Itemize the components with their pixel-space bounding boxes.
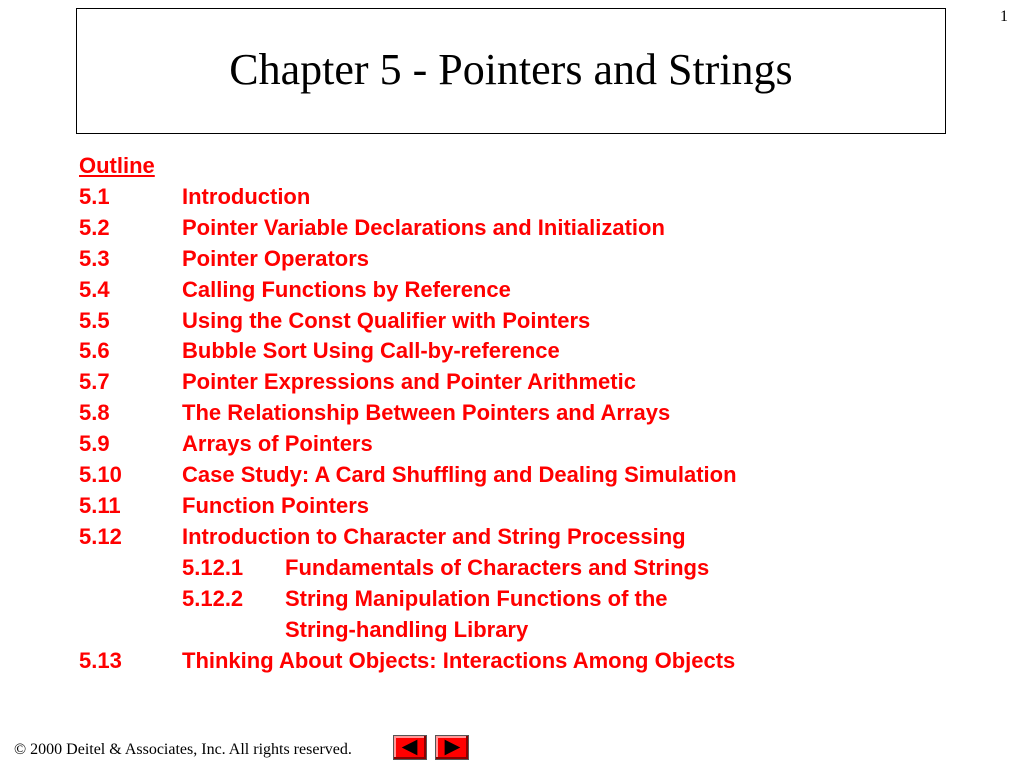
- section-number: 5.10: [79, 462, 122, 488]
- section-title: Pointer Expressions and Pointer Arithmetic: [182, 369, 636, 395]
- page-number: 1: [1000, 8, 1008, 25]
- section-title: Thinking About Objects: Interactions Among Objects: [182, 647, 736, 673]
- subsection-title: String Manipulation Functions of the: [285, 585, 668, 611]
- outline-item: [79, 244, 737, 275]
- section-title: Calling Functions by Reference: [182, 276, 511, 302]
- outline-subitem-continuation: [79, 615, 737, 646]
- outline-item: [79, 522, 737, 553]
- outline-subitem: [79, 553, 737, 584]
- outline-item: [79, 398, 737, 429]
- outline: [79, 151, 737, 676]
- outline-item: [79, 491, 737, 522]
- section-number: 5.9: [79, 431, 110, 457]
- section-number: 5.7: [79, 369, 110, 395]
- section-number: 5.5: [79, 307, 110, 333]
- slide-title: Chapter 5 - Pointers and Strings: [229, 44, 793, 94]
- next-slide-button[interactable]: [435, 735, 469, 760]
- previous-slide-button[interactable]: [393, 735, 427, 760]
- section-title: The Relationship Between Pointers and Arrays: [182, 400, 671, 426]
- outline-item: [79, 306, 737, 337]
- section-title: Introduction to Character and String Processing: [182, 523, 686, 549]
- section-title: Using the Const Qualifier with Pointers: [182, 307, 591, 333]
- outline-item: [79, 460, 737, 491]
- outline-item: [79, 336, 737, 367]
- copyright-icon: ©: [14, 741, 27, 758]
- outline-heading: Outline: [79, 153, 155, 178]
- section-number: 5.8: [79, 400, 110, 426]
- section-number: 5.1: [79, 183, 110, 209]
- section-number: 5.4: [79, 276, 110, 302]
- triangle-left-icon: [394, 736, 426, 759]
- section-number: 5.3: [79, 245, 110, 271]
- triangle-right-icon: [436, 736, 468, 759]
- section-number: 5.13: [79, 647, 122, 673]
- outline-item: [79, 182, 737, 213]
- outline-item: [79, 275, 737, 306]
- outline-item: [79, 213, 737, 244]
- subsection-number: 5.12.1: [182, 554, 244, 580]
- section-number: 5.6: [79, 338, 110, 364]
- outline-heading-row: [79, 151, 737, 182]
- subsection-title: Fundamentals of Characters and Strings: [285, 554, 710, 580]
- section-number: 5.2: [79, 214, 110, 240]
- outline-item: [79, 646, 737, 677]
- section-title: Arrays of Pointers: [182, 431, 373, 457]
- section-title: Pointer Variable Declarations and Initialization: [182, 214, 665, 240]
- outline-item: [79, 429, 737, 460]
- subsection-title-continuation: String-handling Library: [285, 616, 529, 642]
- section-title: Pointer Operators: [182, 245, 370, 271]
- copyright-footer: [14, 741, 352, 759]
- section-number: 5.11: [79, 492, 121, 518]
- title-box: [76, 8, 946, 134]
- section-number: 5.12: [79, 523, 122, 549]
- subsection-number: 5.12.2: [182, 585, 244, 611]
- section-title: Function Pointers: [182, 492, 369, 518]
- copyright-text: 2000 Deitel & Associates, Inc. All rights reserved.: [30, 741, 352, 758]
- outline-item: [79, 367, 737, 398]
- outline-subitem: [79, 584, 737, 615]
- section-title: Introduction: [182, 183, 311, 209]
- section-title: Case Study: A Card Shuffling and Dealing Simulation: [182, 462, 737, 488]
- section-title: Bubble Sort Using Call-by-reference: [182, 338, 560, 364]
